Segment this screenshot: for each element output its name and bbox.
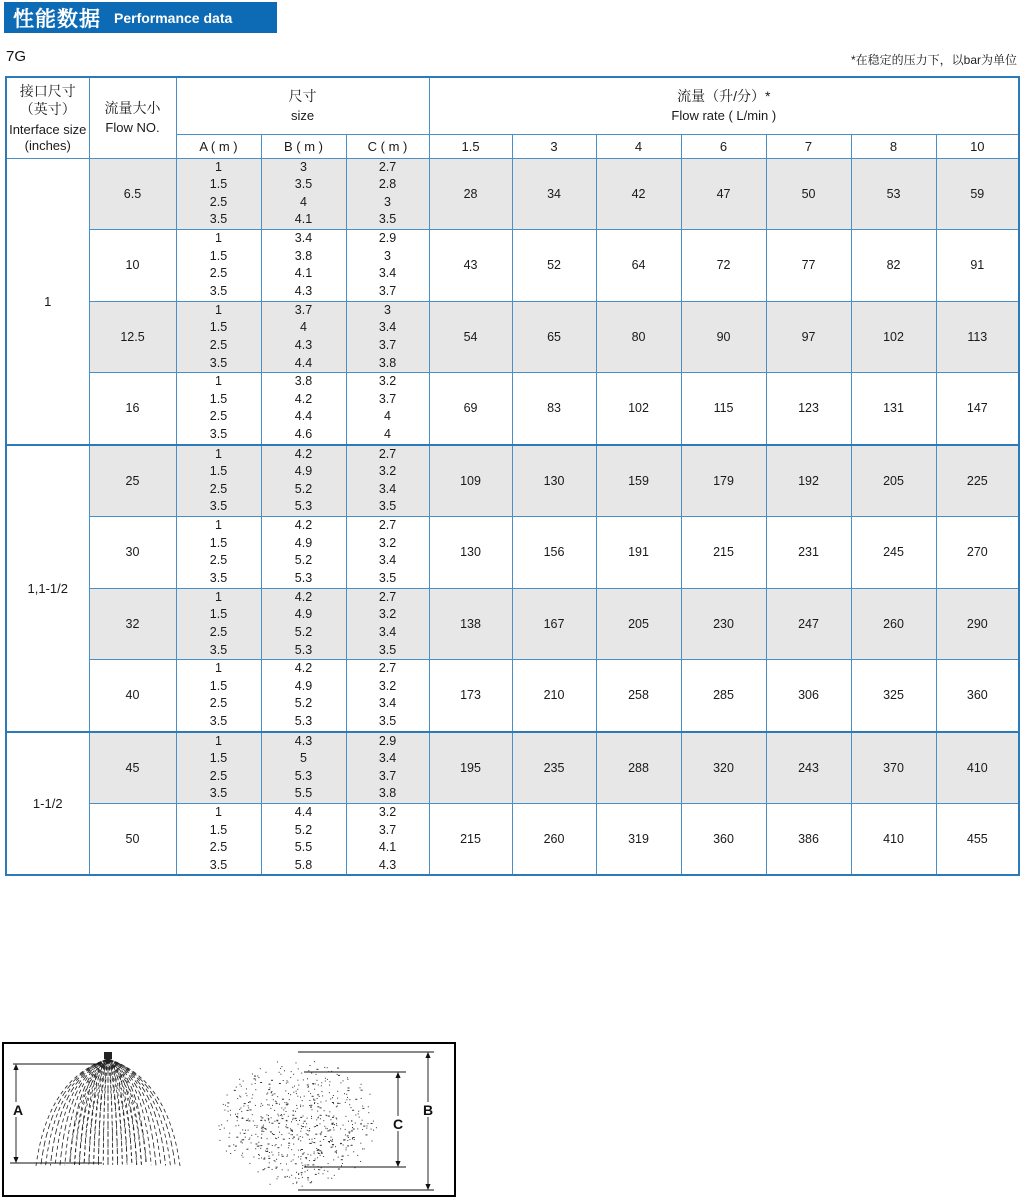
size-value: 4.2 [294, 589, 313, 604]
flow-rate-cell: 130 [429, 517, 512, 589]
size-value: 2.5 [209, 553, 228, 568]
subcol-B: B ( m ) [261, 134, 346, 158]
flow-rate-cell: 319 [596, 803, 681, 875]
size-value: 3.5 [209, 642, 228, 657]
size-value: 3.8 [378, 355, 397, 370]
size-value: 3.5 [209, 499, 228, 514]
flow-rate-cell: 191 [596, 517, 681, 589]
size-value: 3.5 [209, 714, 228, 728]
flow-rate-cell: 113 [936, 301, 1019, 373]
size-B-cell [261, 373, 346, 445]
flow-rate-cell: 102 [851, 301, 936, 373]
size-value: 1.5 [209, 678, 228, 693]
flow-no-cell: 45 [89, 732, 176, 804]
size-value: 3.5 [209, 427, 228, 442]
size-value: 2.5 [209, 481, 228, 496]
size-value: 5.3 [294, 499, 313, 514]
size-A-cell [176, 373, 261, 445]
flow-rate-cell: 247 [766, 588, 851, 660]
flow-rate-cell: 288 [596, 732, 681, 804]
flow-rate-cell: 80 [596, 301, 681, 373]
size-value: 5.3 [294, 642, 313, 657]
flow-rate-cell: 59 [936, 158, 1019, 230]
size-value: 3.2 [378, 678, 397, 693]
size-value: 2.7 [378, 589, 397, 604]
size-C-cell [346, 517, 429, 589]
size-value: 2.5 [209, 194, 228, 209]
section-banner [4, 2, 277, 33]
size-value: 2.5 [209, 266, 228, 281]
size-value: 1.5 [209, 248, 228, 263]
subcol-flow-3: 4 [596, 134, 681, 158]
size-value: 1.5 [209, 177, 228, 192]
size-B-cell [261, 445, 346, 517]
flow-rate-cell: 167 [512, 588, 596, 660]
size-value: 3.5 [209, 857, 228, 872]
size-value: 3.4 [378, 553, 397, 568]
dim-label-B: B [423, 1102, 434, 1118]
flow-rate-cell: 179 [681, 445, 766, 517]
flow-rate-cell: 115 [681, 373, 766, 445]
size-value: 3.4 [378, 320, 397, 335]
flow-group-row [6, 301, 1019, 373]
size-value: 1 [215, 302, 222, 317]
subcol-C: C ( m ) [346, 134, 429, 158]
pressure-footnote: *在稳定的压力下，以bar为单位 [850, 53, 1017, 67]
size-value: 1 [215, 374, 222, 389]
size-value: 4.2 [294, 661, 313, 676]
size-value: 3.2 [378, 535, 397, 550]
size-value: 4.3 [294, 283, 313, 298]
flow-rate-cell: 325 [851, 660, 936, 732]
flow-no-cell: 30 [89, 517, 176, 589]
size-C-cell [346, 445, 429, 517]
size-value: 5.8 [294, 857, 313, 872]
flow-rate-cell: 320 [681, 732, 766, 804]
size-value: 3 [384, 302, 391, 317]
flow-rate-cell: 156 [512, 517, 596, 589]
flow-group-row [6, 373, 1019, 445]
spray-coverage-dots-icon [219, 1061, 377, 1187]
size-B-cell [261, 517, 346, 589]
size-value: 3.5 [209, 570, 228, 585]
size-value: 4.9 [294, 678, 313, 693]
size-value: 4 [384, 409, 391, 424]
size-value: 4 [384, 427, 391, 442]
flow-rate-cell: 52 [512, 230, 596, 302]
flow-rate-cell: 43 [429, 230, 512, 302]
size-value: 3.8 [294, 374, 313, 389]
flow-rate-cell: 123 [766, 373, 851, 445]
flow-rate-cell: 243 [766, 732, 851, 804]
flow-group-row [6, 732, 1019, 804]
size-value: 2.7 [378, 661, 397, 676]
col-header-interface [6, 77, 89, 158]
size-value: 2.7 [378, 518, 397, 533]
flow-rate-cell: 28 [429, 158, 512, 230]
size-value: 3.4 [378, 751, 397, 766]
spray-fountain-icon [36, 1052, 180, 1166]
size-value: 3.5 [378, 499, 397, 514]
size-value: 5.5 [294, 840, 313, 855]
size-value: 1 [215, 661, 222, 676]
flow-rate-cell: 260 [512, 803, 596, 875]
flow-rate-cell: 83 [512, 373, 596, 445]
size-value: 4.1 [294, 212, 313, 227]
size-value: 2.5 [209, 840, 228, 855]
flow-rate-cell: 77 [766, 230, 851, 302]
size-C-cell [346, 588, 429, 660]
performance-table-wrap [5, 76, 1020, 876]
subcol-flow-4: 6 [681, 134, 766, 158]
flow-rate-cell: 215 [681, 517, 766, 589]
size-value: 3.5 [378, 212, 397, 227]
flow-rate-cell: 205 [596, 588, 681, 660]
flow-no-cell: 40 [89, 660, 176, 732]
size-value: 2.8 [378, 177, 397, 192]
flow-group-row [6, 445, 1019, 517]
size-value: 3.7 [378, 768, 397, 783]
flow-rate-cell: 65 [512, 301, 596, 373]
size-value: 2.9 [378, 733, 397, 748]
size-value: 4.2 [294, 446, 313, 461]
size-C-cell [346, 158, 429, 230]
subcol-flow-7: 10 [936, 134, 1019, 158]
flow-rate-cell: 138 [429, 588, 512, 660]
flow-rate-cell: 306 [766, 660, 851, 732]
size-value: 3.4 [294, 231, 313, 246]
size-value: 4 [300, 194, 307, 209]
size-value: 3 [384, 248, 391, 263]
size-B-cell [261, 588, 346, 660]
size-value: 3.5 [294, 177, 313, 192]
interface-header-en2: (inches) [24, 137, 71, 153]
model-label: 7G [6, 48, 27, 65]
size-value: 3.7 [378, 822, 397, 837]
size-value: 3.7 [378, 391, 397, 406]
size-value: 1 [215, 589, 222, 604]
flow-rate-cell: 173 [429, 660, 512, 732]
flow-rate-cell: 97 [766, 301, 851, 373]
col-header-size [176, 77, 429, 134]
flow-rate-cell: 270 [936, 517, 1019, 589]
size-value: 4.1 [378, 840, 397, 855]
size-value: 2.5 [209, 337, 228, 352]
flow-rate-cell: 34 [512, 158, 596, 230]
flow-rate-cell: 130 [512, 445, 596, 517]
flow-rate-cell: 210 [512, 660, 596, 732]
flow-no-cell: 25 [89, 445, 176, 517]
size-value: 3.4 [378, 266, 397, 281]
flow-no-cell: 16 [89, 373, 176, 445]
size-value: 3.8 [294, 248, 313, 263]
flowrate-header-zh: 流量（升/分）* [677, 88, 771, 105]
flow-rate-cell: 159 [596, 445, 681, 517]
size-B-cell [261, 732, 346, 804]
size-value: 2.7 [378, 159, 397, 174]
banner-title-en: Performance data [114, 9, 233, 26]
size-B-cell [261, 230, 346, 302]
size-value: 3.2 [378, 374, 397, 389]
size-C-cell [346, 230, 429, 302]
subcol-A: A ( m ) [176, 134, 261, 158]
flow-rate-cell: 102 [596, 373, 681, 445]
size-value: 4.3 [294, 733, 313, 748]
flow-rate-cell: 90 [681, 301, 766, 373]
flow-rate-cell: 360 [936, 660, 1019, 732]
size-value: 4.6 [294, 427, 313, 442]
banner-title-zh: 性能数据 [13, 7, 101, 31]
flow-rate-cell: 215 [429, 803, 512, 875]
size-A-cell [176, 732, 261, 804]
size-value: 1.5 [209, 535, 228, 550]
flow-rate-cell: 47 [681, 158, 766, 230]
size-C-cell [346, 660, 429, 732]
size-value: 5.2 [294, 481, 313, 496]
size-value: 1.5 [209, 607, 228, 622]
size-B-cell [261, 301, 346, 373]
size-C-cell [346, 373, 429, 445]
flow-rate-cell: 53 [851, 158, 936, 230]
size-value: 4.4 [294, 355, 313, 370]
size-C-cell [346, 301, 429, 373]
size-value: 3.5 [209, 786, 228, 801]
subcol-flow-5: 7 [766, 134, 851, 158]
size-value: 1 [215, 159, 222, 174]
size-value: 3.7 [378, 337, 397, 352]
flow-rate-cell: 64 [596, 230, 681, 302]
size-value: 4.9 [294, 464, 313, 479]
table-header-row-1 [6, 77, 1019, 134]
size-value: 3.2 [378, 607, 397, 622]
flow-rate-cell: 386 [766, 803, 851, 875]
size-value: 5.3 [294, 714, 313, 728]
flow-rate-cell: 42 [596, 158, 681, 230]
flow-rate-cell: 260 [851, 588, 936, 660]
flow-rate-cell: 82 [851, 230, 936, 302]
interface-header-zh1: 接口尺寸 [19, 82, 76, 99]
size-header-zh: 尺寸 [288, 88, 317, 105]
size-C-cell [346, 803, 429, 875]
size-value: 5.2 [294, 822, 313, 837]
size-value: 1.5 [209, 391, 228, 406]
size-A-cell [176, 517, 261, 589]
size-value: 2.5 [209, 696, 228, 711]
subcol-flow-6: 8 [851, 134, 936, 158]
flow-group-row [6, 517, 1019, 589]
flow-no-cell: 10 [89, 230, 176, 302]
size-value: 3.5 [378, 570, 397, 585]
size-value: 4.2 [294, 391, 313, 406]
size-A-cell [176, 803, 261, 875]
size-value: 3.5 [209, 355, 228, 370]
size-B-cell [261, 158, 346, 230]
size-value: 3.5 [209, 283, 228, 298]
size-value: 3 [300, 159, 307, 174]
interface-header-en1: Interface size [9, 121, 87, 137]
size-value: 4.9 [294, 607, 313, 622]
spray-diagram [2, 1042, 456, 1197]
size-value: 4 [300, 320, 307, 335]
size-value: 2.5 [209, 409, 228, 424]
size-value: 5 [300, 751, 307, 766]
size-value: 4.3 [378, 857, 397, 872]
flowno-header-zh: 流量大小 [104, 100, 161, 117]
flow-rate-cell: 225 [936, 445, 1019, 517]
interface-size-cell: 1-1/2 [6, 732, 89, 876]
size-A-cell [176, 660, 261, 732]
size-A-cell [176, 230, 261, 302]
flow-rate-cell: 245 [851, 517, 936, 589]
flow-rate-cell: 205 [851, 445, 936, 517]
size-value: 5.2 [294, 624, 313, 639]
flow-group-row [6, 803, 1019, 875]
flow-rate-cell: 258 [596, 660, 681, 732]
size-value: 5.5 [294, 786, 313, 801]
flow-rate-cell: 50 [766, 158, 851, 230]
flowrate-header-en: Flow rate ( L/min ) [671, 108, 777, 124]
performance-table [5, 76, 1020, 876]
flow-rate-cell: 230 [681, 588, 766, 660]
performance-table-body [6, 158, 1019, 875]
subcol-flow-2: 3 [512, 134, 596, 158]
flow-rate-cell: 72 [681, 230, 766, 302]
size-value: 1.5 [209, 464, 228, 479]
flow-no-cell: 32 [89, 588, 176, 660]
size-value: 3.5 [378, 714, 397, 728]
col-header-flowrate [429, 77, 1019, 134]
size-value: 3.4 [378, 624, 397, 639]
size-value: 1 [215, 231, 222, 246]
interface-size-cell: 1 [6, 158, 89, 445]
dim-label-C: C [393, 1116, 404, 1132]
flow-rate-cell: 91 [936, 230, 1019, 302]
size-value: 4.9 [294, 535, 313, 550]
size-value: 1 [215, 733, 222, 748]
size-value: 4.2 [294, 518, 313, 533]
flow-rate-cell: 69 [429, 373, 512, 445]
size-C-cell [346, 732, 429, 804]
size-value: 3.7 [294, 302, 313, 317]
flow-rate-cell: 192 [766, 445, 851, 517]
size-value: 3.4 [378, 696, 397, 711]
size-value: 2.5 [209, 768, 228, 783]
size-value: 3.8 [378, 786, 397, 801]
size-value: 3.4 [378, 481, 397, 496]
spray-diagram-svg [4, 1044, 454, 1195]
interface-size-cell: 1,1-1/2 [6, 445, 89, 732]
flow-rate-cell: 290 [936, 588, 1019, 660]
size-header-en: size [290, 108, 315, 124]
size-value: 3.5 [209, 212, 228, 227]
size-A-cell [176, 445, 261, 517]
subcol-flow-1: 1.5 [429, 134, 512, 158]
flow-rate-cell: 147 [936, 373, 1019, 445]
flow-rate-cell: 360 [681, 803, 766, 875]
flow-rate-cell: 54 [429, 301, 512, 373]
interface-header-zh2: （英寸） [19, 100, 76, 117]
flow-rate-cell: 109 [429, 445, 512, 517]
dimension-arrows [10, 1052, 434, 1190]
flow-rate-cell: 410 [936, 732, 1019, 804]
size-value: 3 [384, 194, 391, 209]
size-value: 5.3 [294, 768, 313, 783]
size-value: 5.3 [294, 570, 313, 585]
size-value: 3.2 [378, 464, 397, 479]
flow-group-row [6, 230, 1019, 302]
size-A-cell [176, 158, 261, 230]
flow-rate-cell: 455 [936, 803, 1019, 875]
flow-rate-cell: 231 [766, 517, 851, 589]
size-value: 1.5 [209, 751, 228, 766]
size-value: 3.2 [378, 804, 397, 819]
size-value: 1 [215, 518, 222, 533]
flow-rate-cell: 285 [681, 660, 766, 732]
size-value: 1 [215, 804, 222, 819]
size-B-cell [261, 803, 346, 875]
flow-rate-cell: 131 [851, 373, 936, 445]
size-value: 2.7 [378, 446, 397, 461]
flow-rate-cell: 195 [429, 732, 512, 804]
flow-rate-cell: 235 [512, 732, 596, 804]
flow-group-row [6, 588, 1019, 660]
size-value: 1.5 [209, 822, 228, 837]
size-B-cell [261, 660, 346, 732]
size-A-cell [176, 588, 261, 660]
flowno-header-en: Flow NO. [105, 120, 160, 136]
size-value: 4.4 [294, 804, 313, 819]
size-value: 4.4 [294, 409, 313, 424]
dim-label-A: A [13, 1102, 24, 1118]
flow-no-cell: 50 [89, 803, 176, 875]
size-value: 4.1 [294, 266, 313, 281]
col-header-flowno [89, 77, 176, 158]
size-A-cell [176, 301, 261, 373]
size-value: 5.2 [294, 696, 313, 711]
size-value: 4.3 [294, 337, 313, 352]
flow-no-cell: 6.5 [89, 158, 176, 230]
size-value: 2.5 [209, 624, 228, 639]
flow-rate-cell: 370 [851, 732, 936, 804]
size-value: 1 [215, 446, 222, 461]
flow-rate-cell: 410 [851, 803, 936, 875]
flow-no-cell: 12.5 [89, 301, 176, 373]
size-value: 5.2 [294, 553, 313, 568]
size-value: 3.7 [378, 283, 397, 298]
flow-group-row [6, 158, 1019, 230]
size-value: 3.5 [378, 642, 397, 657]
flow-group-row [6, 660, 1019, 732]
size-value: 2.9 [378, 231, 397, 246]
size-value: 1.5 [209, 320, 228, 335]
